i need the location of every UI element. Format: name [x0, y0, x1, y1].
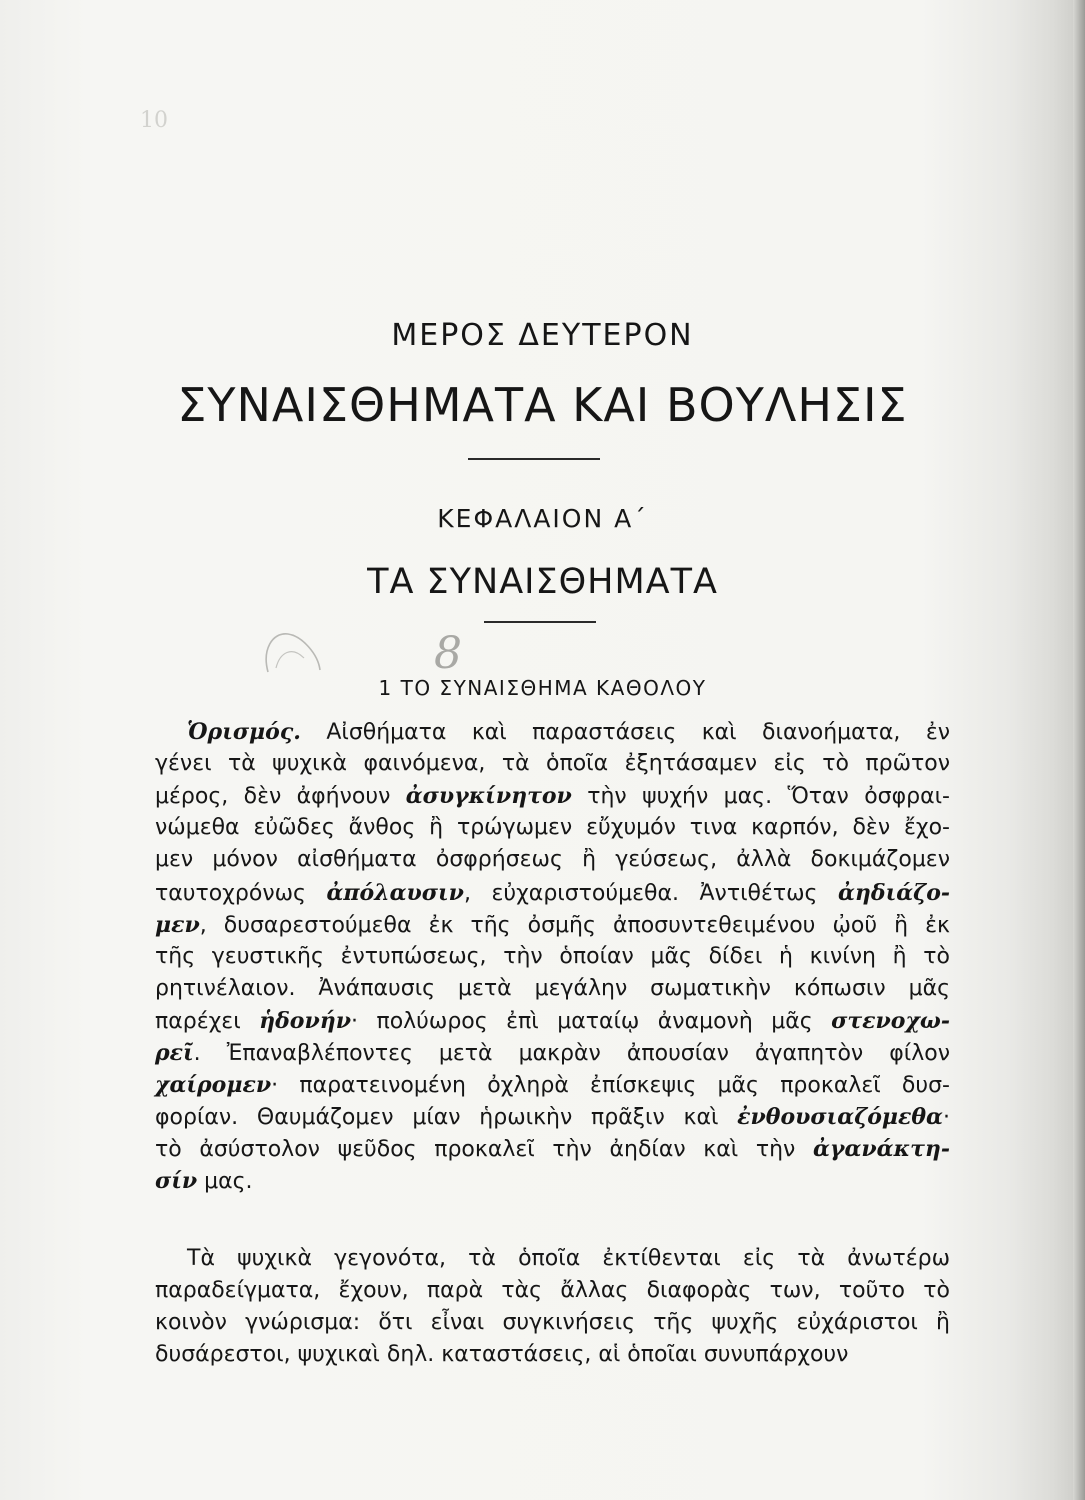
emphasized-term: σίν: [155, 1168, 198, 1195]
text-line: [187, 716, 950, 748]
text-line: [155, 748, 950, 780]
chapter-title: ΤΑ ΣΥΝΑΙΣΘΗΜΑΤΑ: [367, 562, 718, 602]
text-span: τὴν ψυχήν μας. Ὅταν ὀσφραι-: [571, 784, 950, 810]
emphasized-term: ρεῖ: [155, 1040, 194, 1066]
text-span: γένει τὰ ψυχικὰ φαινόμενα, τὰ ὁποῖα ἐξητάσαμεν εἰς τὸ πρῶτον: [155, 751, 950, 777]
text-span: ταυτοχρόνως: [155, 880, 327, 906]
text-span: παρέχει: [155, 1008, 260, 1034]
text-span: · πολύωρος ἐπὶ ματαίῳ ἀναμονὴ μᾶς: [351, 1008, 832, 1034]
text-span: Τὰ ψυχικὰ γεγονότα, τὰ ὁποῖα ἐκτίθενται εἰς τὰ ἀνωτέρω: [187, 1246, 950, 1271]
text-span: , εὐχαριστούμεθα. Ἀντιθέτως: [463, 880, 838, 906]
page-edge-shadow: [1073, 0, 1085, 1500]
text-line: [155, 877, 950, 909]
emphasized-term: ἐνθουσιαζόμεθα: [737, 1104, 943, 1131]
text-span: φορίαν. Θαυμάζομεν μίαν ἡρωικὴν πρᾶξιν καὶ: [155, 1105, 738, 1131]
text-line: [155, 1101, 950, 1133]
text-span: δυσάρεστοι, ψυχικαὶ δηλ. καταστάσεις, αἱ ὁποῖαι συνυπάρχουν: [155, 1342, 849, 1368]
text-line: [155, 941, 950, 973]
text-span: μέρος, δὲν ἀφήνουν: [155, 784, 406, 810]
text-span: . Ἐπαναβλέποντες μετὰ μακρὰν ἀπουσίαν ἀγαπητὸν φίλον: [193, 1041, 950, 1066]
text-line: [155, 1069, 950, 1101]
text-line: [155, 844, 950, 876]
part-label: ΜΕΡΟΣ ΔΕΥΤΕΡΟΝ: [391, 318, 694, 353]
text-line: [187, 1243, 950, 1275]
text-span: τὸ ἀσύστολον ψεῦδος προκαλεῖ τὴν ἀηδίαν καὶ τὴν: [155, 1137, 813, 1163]
text-line: [155, 1307, 950, 1339]
emphasized-term: στενοχω-: [831, 1007, 950, 1034]
text-span: , δυσαρεστούμεθα ἐκ τῆς ὀσμῆς ἀποσυντεθειμένου ᾠοῦ ἢ ἐκ: [199, 912, 950, 938]
show-through-page-number: 10: [140, 108, 168, 133]
text-line: [155, 1133, 950, 1165]
part-title: ΣΥΝΑΙΣΘΗΜΑΤΑ ΚΑΙ ΒΟΥΛΗΣΙΣ: [177, 378, 908, 432]
emphasized-term: ἡδονήν: [259, 1007, 351, 1034]
emphasized-term: ἀηδιάζο-: [837, 879, 950, 906]
text-span: κοινὸν γνώρισμα: ὅτι εἶναι συγκινήσεις τῆς ψυχῆς εὐχάριστοι ἢ: [155, 1310, 950, 1336]
text-line: [155, 780, 950, 812]
text-span: · παρατεινομένη ὀχληρὰ ἐπίσκεψις μᾶς προκαλεῖ δυσ-: [271, 1073, 950, 1099]
emphasized-term: ἀπόλαυσιν: [326, 879, 464, 906]
text-line: [155, 1339, 950, 1371]
emphasized-term: ἀσυγκίνητον: [405, 783, 572, 810]
text-span: μας.: [197, 1169, 253, 1195]
text-span: τῆς γευστικῆς ἐντυπώσεως, τὴν ὁποίαν μᾶς δίδει ἡ κινίνη ἢ τὸ: [155, 943, 950, 969]
chapter-divider: [484, 621, 596, 623]
text-line: [155, 812, 950, 844]
text-span: νώμεθα εὐῶδες ἄνθος ἢ τρώγωμεν εὔχυμόν τινα καρπόν, δὲν ἔχο-: [155, 815, 950, 841]
text-line: [155, 973, 950, 1005]
emphasized-term: Ὁρισμός.: [187, 719, 301, 745]
text-span: ρητινέλαιον. Ἀνάπαυσις μετὰ μεγάλην σωματικὴν κόπωσιν μᾶς: [155, 975, 950, 1001]
text-line: [155, 1165, 950, 1197]
chapter-label: ΚΕΦΑΛΑΙΟΝ Α΄: [437, 504, 648, 533]
emphasized-term: χαίρομεν: [155, 1072, 272, 1099]
text-line: [155, 1275, 950, 1307]
text-line: [155, 909, 950, 941]
text-span: Αἰσθήματα καὶ παραστάσεις καὶ διανοήματα, ἐν: [300, 720, 950, 745]
section-heading: 1 ΤΟ ΣΥΝΑΙΣΘΗΜΑ ΚΑΘΟΛΟΥ: [378, 676, 707, 700]
text-span: μεν μόνον αἰσθήματα ὀσφρήσεως ἢ γεύσεως, ἀλλὰ δοκιμάζομεν: [155, 847, 950, 873]
text-line: [155, 1005, 950, 1037]
text-span: ·: [943, 1105, 950, 1131]
text-span: παραδείγματα, ἔχουν, παρὰ τὰς ἄλλας διαφορὰς των, τοῦτο τὸ: [155, 1278, 950, 1304]
emphasized-term: μεν: [155, 911, 200, 938]
pencil-number: 8: [434, 628, 462, 679]
text-line: [155, 1037, 950, 1069]
title-divider: [468, 458, 600, 460]
emphasized-term: ἀγανάκτη-: [813, 1136, 950, 1163]
